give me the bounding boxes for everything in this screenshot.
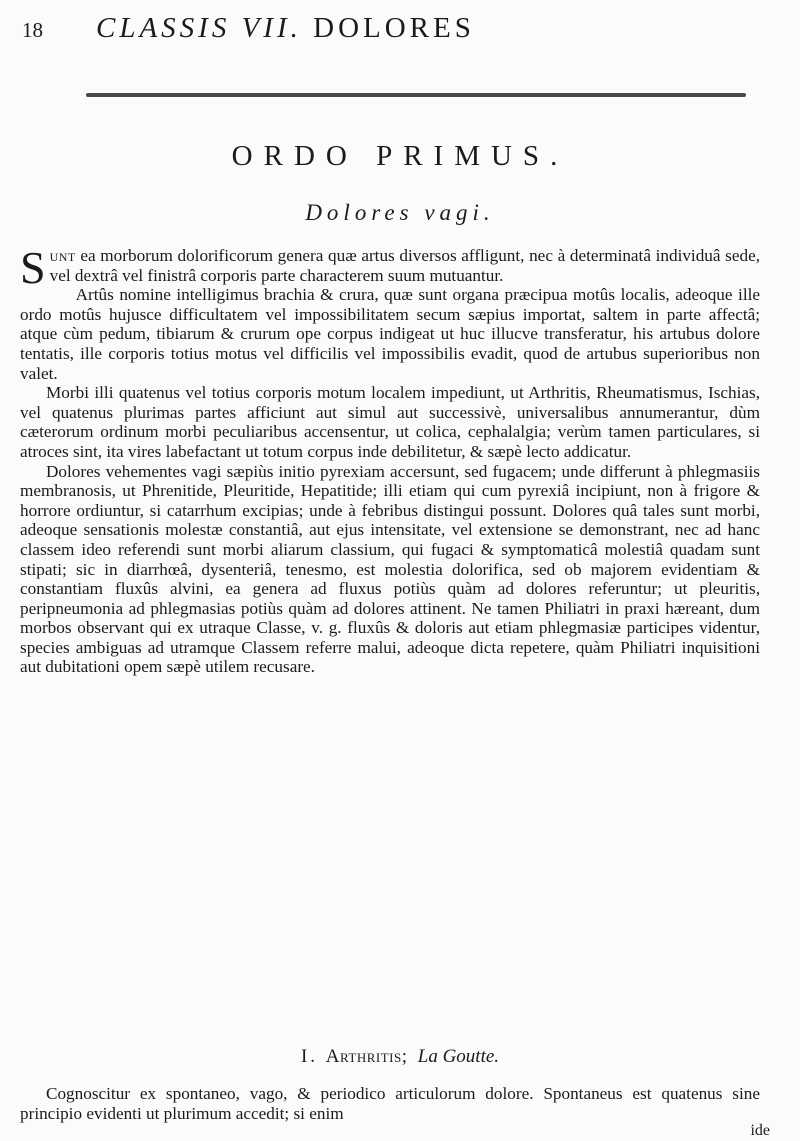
class-name: DOLORES: [313, 12, 475, 44]
drop-cap: S: [20, 242, 46, 293]
section-title: Dolores vagi.: [305, 200, 495, 225]
running-head: [96, 12, 475, 45]
definition-text: [20, 1084, 760, 1123]
first-word-rest: unt: [49, 246, 76, 265]
subheading-numeral: I.: [300, 1046, 319, 1067]
paragraph-3: Morbi illi quatenus vel totius corporis motum localem impediunt, ut Arthritis, Rheumatismus, Ischias, vel quatenus plurimas partes afficiunt aut simul aut successivè, universalibus annumerantur, dùm cæterorum ordinum morbi peculiaribus accensentur, ut colica, cephalalgia; verùm tamen particulares, si atroces sint, ita vires labefactant ut totum corpus inde debilitetur, & sæpè lecto addicatur.: [20, 383, 760, 461]
subheading-term: Arthritis: [325, 1046, 402, 1067]
subheading: [0, 1046, 800, 1068]
header-rule: [86, 93, 746, 97]
paragraph-1-text: ea morborum dolorificorum genera quæ artus diversos affligunt, nec à determinatâ individuâ sede, vel dextrâ vel finistrâ corporis parte characterem suum mutuantur.: [49, 246, 760, 285]
paragraph-2: Artûs nomine intelligimus brachia & crura, quæ sunt organa præcipua motûs localis, adeoque ille ordo motûs hujusce difficultatem vel impossibilitatem secum sæpius importat, saltem in parte affectâ; atque cùm pedum, tibiarum & crurum ope corpus indigeat ut huc illucve transferatur, his artubus dolore tentatis, ille corporis totius motus vel difficilis vel impossibilis evadit, quod de artubus superioribus non valet.: [20, 285, 760, 383]
intro-text: [20, 242, 760, 677]
subheading-separator: ;: [401, 1046, 411, 1067]
order-title: ORDO PRIMUS.: [231, 140, 569, 172]
definition-paragraph: Cognoscitur ex spontaneo, vago, & periodico articulorum dolore. Spontaneus est quatenus sine principio evidenti ut plurimum accedit; si enim: [20, 1084, 760, 1123]
subheading-french: La Goutte.: [417, 1046, 500, 1067]
class-label: CLASSIS VII.: [96, 12, 302, 44]
paragraph-4: Dolores vehementes vagi sæpiùs initio pyrexiam accersunt, sed fugacem; unde differunt à phlegmasiis membranosis, ut Phrenitide, Pleuritide, Hepatitide; illi etiam qui cum pyrexiâ incipiunt, non à frigore & horrore ordiuntur, si catarrhum excipias; unde à febribus distingui possunt. Dolores quâ tales sunt morbi, adeoque sensationis molestæ constantiâ, aut ejus intensitate, vel extensione se demonstrant, nec ad hanc classem ideo referendi sunt morbi aliarum classium, qui fugaci & symptomaticâ molestiâ quadam sunt stipati; sic in diarrhœâ, dysenteriâ, tenesmo, est molestia dolorifica, sed ob majorem evidentiam & constantiam fluxûs alvini, ea genera ad fluxus potiùs quàm ad dolores referuntur; ut pleuritis, peripneumonia ad phlegmasias potiùs quàm ad dolores attinent. Ne tamen Philiatri in praxi hæreant, dum morbos observant qui ex utraque Classe, v. g. fluxûs & doloris aut etiam phlegmasiæ participes videntur, species ambiguas ad utramque Classem referre malui, adeoque dicta repetere, quàm Philiatri inquisitioni aut dubitationi opem sæpè utilem recusare.: [20, 461, 760, 677]
paragraph-1: [20, 242, 760, 293]
page-number: 18: [22, 18, 43, 42]
catchword: ide: [750, 1122, 770, 1139]
